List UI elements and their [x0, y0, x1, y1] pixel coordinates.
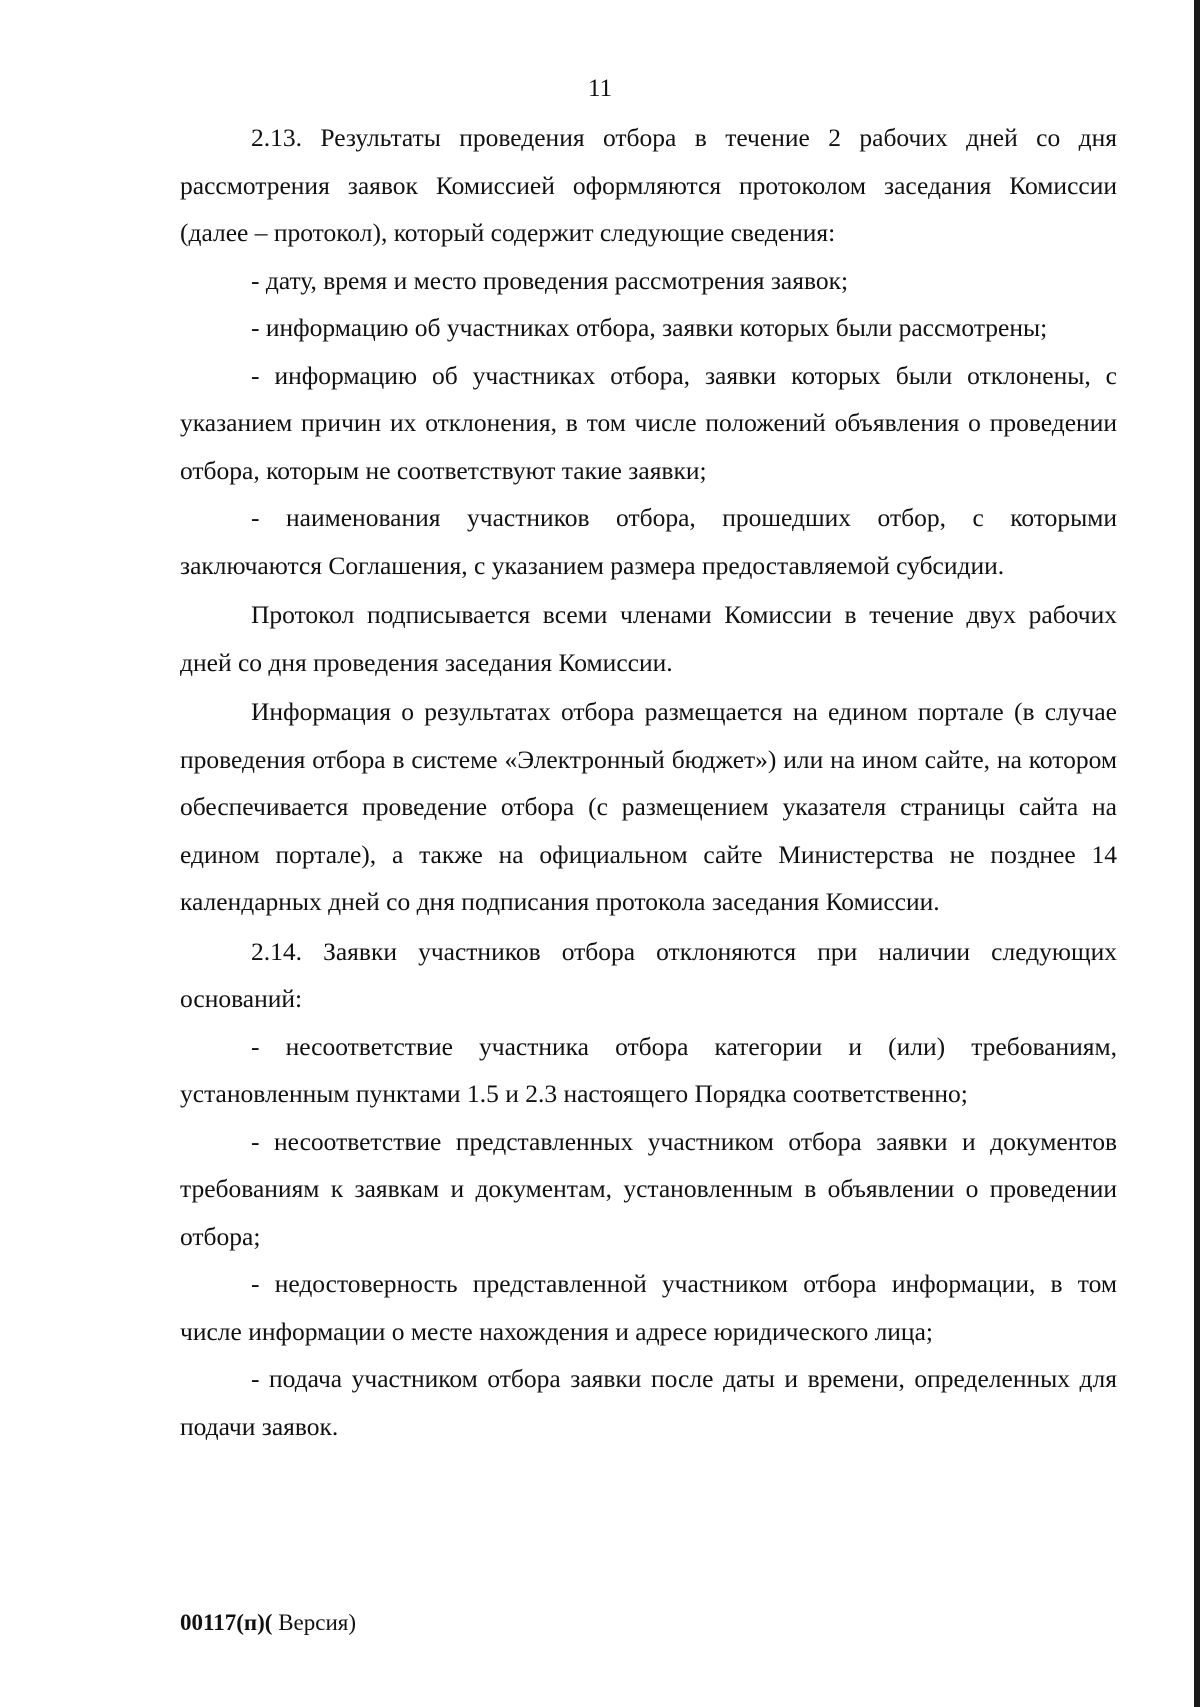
- paragraph-protocol-signing: Протокол подписывается всеми членами Комиссии в течение двух рабочих дней со дня проведения заседания Комиссии.: [180, 600, 1117, 677]
- list-item-category-mismatch: - несоответствие участника отбора категории и (или) требованиям, установленным пунктами 1.5 и 2.3 настоящего Порядка соответственно;: [180, 1031, 1117, 1108]
- list-item-passed-participants: - наименования участников отбора, прошедших отбор, с которыми заключаются Соглашения, с указанием размера предоставляемой субсидии.: [180, 503, 1117, 580]
- paragraph-2-13: 2.13. Результаты проведения отбора в течение 2 рабочих дней со дня рассмотрения заявок Комиссией оформляются протоколом заседания Комиссии (далее – протокол), который содержит следующие сведения:: [180, 123, 1117, 247]
- page-number: 11: [587, 75, 613, 102]
- scan-edge: [1194, 0, 1200, 1707]
- list-item-unreliable-info: - недостоверность представленной участником отбора информации, в том числе информации о месте нахождения и адресе юридического лица;: [180, 1269, 1117, 1346]
- list-item-rejected-participants: - информацию об участниках отбора, заявки которых были отклонены, с указанием причин их отклонения, в том числе положений объявления о проведении отбора, которым не соответствуют такие заявки;: [180, 360, 1117, 485]
- list-item-date-time-place: - дату, время и место проведения рассмотрения заявок;: [251, 265, 849, 295]
- document-body: [180, 114, 1117, 1450]
- paragraph-results-publication: Информация о результатах отбора размещается на едином портале (в случае проведения отбора в системе «Электронный бюджет») или на ином сайте, на котором обеспечивается проведение отбора (с размещением указателя страницы сайта на едином портале), а также на официальном сайте Министерства не позднее 14 календарных дней со дня подписания протокола заседания Комиссии.: [180, 697, 1117, 916]
- document-code: 00117(п)(: [180, 1610, 273, 1635]
- document-code-footer: [180, 1608, 356, 1638]
- paragraph-2-14: 2.14. Заявки участников отбора отклоняются при наличии следующих оснований:: [180, 936, 1117, 1013]
- list-item-late-submission: - подача участником отбора заявки после даты и времени, определенных для подачи заявок.: [180, 1364, 1117, 1441]
- list-item-documents-mismatch: - несоответствие представленных участником отбора заявки и документов требованиям к заявкам и документам, установленным в объявлении о проведении отбора;: [180, 1126, 1117, 1251]
- list-item-reviewed-participants: - информацию об участниках отбора, заявки которых были рассмотрены;: [251, 313, 1048, 342]
- document-version: Версия): [272, 1610, 357, 1635]
